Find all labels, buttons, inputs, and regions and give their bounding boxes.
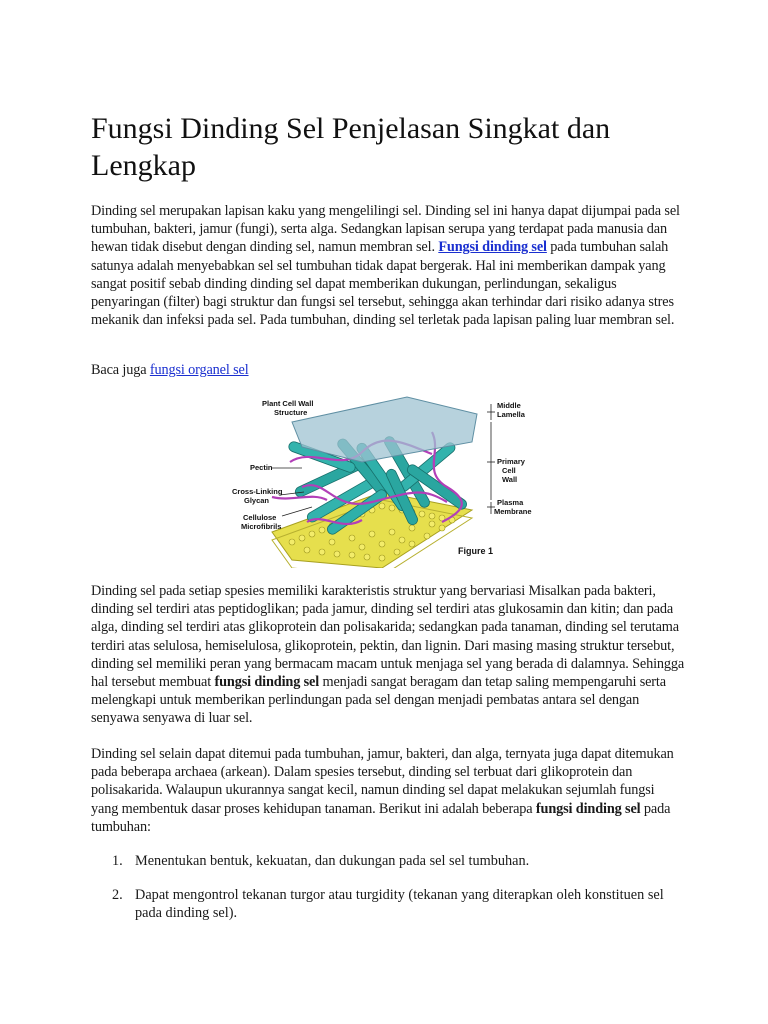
cell-wall-diagram xyxy=(232,392,536,568)
structure-bold-term: fungsi dinding sel xyxy=(214,674,320,691)
intro-text-a: Dinding sel merupakan lapisan kaku yang mengelilingi sel. Dinding sel ini hanya dapat dijumpai pada sel tumbuhan, bakteri, jamur (fungi), serta alga. Sedangkan lapisan serupa yang terdapat pada manusia dan hewan tidak disebut dengan dinding sel, namun membran sel. xyxy=(91,203,680,256)
list-item xyxy=(91,852,683,870)
list-item-number: 2. xyxy=(112,887,123,904)
figure-caption: Figure 1 xyxy=(458,546,494,556)
label-glycan: Glycan xyxy=(244,496,270,505)
list-item-number: 1. xyxy=(112,853,123,869)
figure-title-line-2: Structure xyxy=(274,408,308,417)
archaea-bold-term: fungsi dinding sel xyxy=(535,800,641,817)
archaea-text-a: Dinding sel selain dapat ditemui pada tumbuhan, jamur, bakteri, dan alga, ternyata juga dapat ditemukan pada beberapa archaea (arkean). Dalam spesies tersebut, dinding sel terbuat dari glikoprotein dan polisakarida. Walaupun ukurannya sangat kecil, namun dinding sel dapat melakukan sejumlah fungsi yang membentuk dasar proses kehidupan tanaman. Berikut ini adalah beberapa xyxy=(91,746,674,817)
plant-cell-wall-figure xyxy=(232,392,536,568)
label-cross-linking: Cross-Linking xyxy=(232,487,283,496)
label-lamella: Lamella xyxy=(497,410,525,419)
figure-title-line-1: Plant Cell Wall xyxy=(262,399,314,408)
fungsi-organel-sel-link[interactable]: fungsi organel sel xyxy=(149,362,249,378)
fungsi-dinding-sel-link[interactable]: Fungsi dinding sel xyxy=(438,239,547,256)
list-item-text: Dapat mengontrol tekanan turgor atau turgidity (tekanan yang diterapkan oleh konstituen sel pada dinding sel). xyxy=(135,887,664,922)
list-item-text: Menentukan bentuk, kekuatan, dan dukungan pada sel sel tumbuhan. xyxy=(135,853,530,869)
intro-text-b: pada tumbuhan salah satunya adalah menyebabkan sel sel tumbuhan tidak dapat bergerak. Hal ini memberikan dampak yang sangat positif sebab dinding dinding sel dapat memberikan dukungan, perlindungan, sekaligus penyaringan (filter) bagi struktur dan fungsi sel tersebut, sehingga akan terhindar dari risiko adanya stres mekanik dan infeksi pada sel. Pada tumbuhan, dinding sel terletak pada lapisan paling luar membran sel. xyxy=(91,239,675,329)
label-primary: Primary xyxy=(497,457,525,466)
structure-text-b: menjadi sangat beragam dan tetap saling mempengaruhi serta melengkapi untuk memberikan perlindungan pada sel dengan menjadi pembatas antara sel dengan senyawa senyawa di luar sel. xyxy=(91,674,666,727)
page-title: Fungsi Dinding Sel Penjelasan Singkat dan Lengkap xyxy=(91,112,611,182)
label-pectin: Pectin xyxy=(250,463,273,472)
label-middle: Middle xyxy=(497,401,521,410)
function-list xyxy=(91,852,683,939)
structure-paragraph xyxy=(91,582,685,728)
list-item xyxy=(91,886,683,922)
intro-paragraph xyxy=(91,202,683,329)
label-plasma: Plasma xyxy=(497,498,524,507)
label-microfibrils: Microfibrils xyxy=(241,522,282,531)
structure-text-a: Dinding sel pada setiap spesies memiliki karakteristis struktur yang bervariasi Misalkan pada bakteri, dinding sel terdiri atas peptidoglikan; pada jamur, dinding sel terdiri atas glukosamin dan kitin; dan pada alga, dinding sel terdiri atas glikoprotein dan polisakarida; sedangkan pada tanaman, dinding sel terutama terdiri atas selulosa, hemiselulosa, glikoprotein, pektin, dan lignin. Dari masing masing struktur tersebut, dinding sel memiliki peran yang bermacam macam untuk menjaga sel yang berada di dalamnya. Sehingga hal tersebut membuat xyxy=(91,583,685,691)
label-membrane: Membrane xyxy=(494,507,532,516)
label-wall: Wall xyxy=(502,475,518,484)
archaea-text-b: pada tumbuhan: xyxy=(91,800,671,835)
see-also-paragraph xyxy=(91,361,683,379)
see-also-prefix: Baca juga xyxy=(91,362,150,378)
label-cell: Cell xyxy=(502,466,516,475)
archaea-paragraph xyxy=(91,745,683,836)
label-cellulose: Cellulose xyxy=(243,513,277,522)
